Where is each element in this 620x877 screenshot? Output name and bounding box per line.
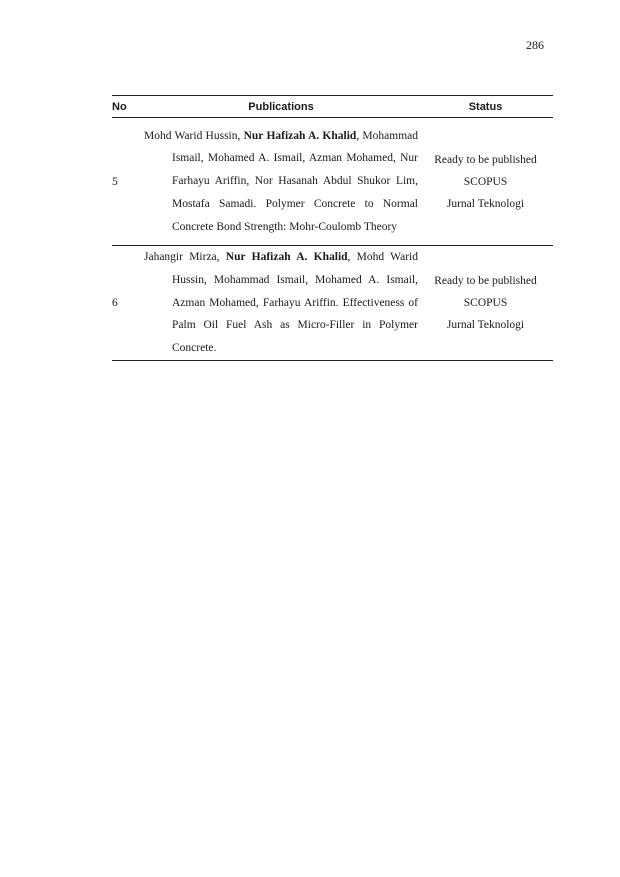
header-no: No — [112, 96, 144, 118]
status-journal: Jurnal Teknologi — [446, 197, 525, 210]
row-number: 6 — [112, 296, 118, 309]
table-row — [112, 118, 553, 246]
status-index: SCOPUS — [463, 296, 508, 309]
publication-cell — [144, 246, 418, 361]
row-number: 5 — [112, 175, 118, 188]
page-number: 286 — [526, 38, 544, 52]
highlight-author: Nur Hafizah A. Khalid — [225, 251, 348, 263]
authors-after: , Mohd Warid Hussin, Mohammad Ismail, Mohamed A. Ismail, Azman Mohamed, Farhayu Ariffin. Effectiveness of Palm Oil Fuel Ash as Micro-Filler in Polymer Concrete. — [172, 251, 418, 355]
highlight-author: Nur Hafizah A. Khalid — [243, 129, 357, 142]
header-status: Status — [418, 96, 553, 118]
publication-text — [144, 246, 418, 360]
status-journal: Jurnal Teknologi — [446, 318, 525, 331]
status-readiness: Ready to be published — [434, 274, 537, 287]
status-cell — [418, 246, 553, 361]
publications-table — [112, 95, 553, 361]
publication-text — [144, 125, 418, 239]
authors-before: Jahangir Mirza, — [144, 251, 226, 263]
authors-before: Mohd Warid Hussin, — [144, 129, 244, 142]
status-index: SCOPUS — [463, 175, 508, 188]
authors-after: , Mohammad Ismail, Mohamed A. Ismail, Azman Mohamed, Nur Farhayu Ariffin, Nor Hasanah Abdul Shukor Lim, Mostafa Samadi. Polymer Concrete to Normal Concrete Bond Strength: Mohr-Coulomb Theory — [172, 129, 418, 233]
status-cell — [418, 118, 553, 246]
table-row — [112, 246, 553, 361]
status-readiness: Ready to be published — [434, 153, 537, 166]
header-publications: Publications — [144, 96, 418, 118]
publication-cell — [144, 118, 418, 246]
table-header-row — [112, 96, 553, 118]
